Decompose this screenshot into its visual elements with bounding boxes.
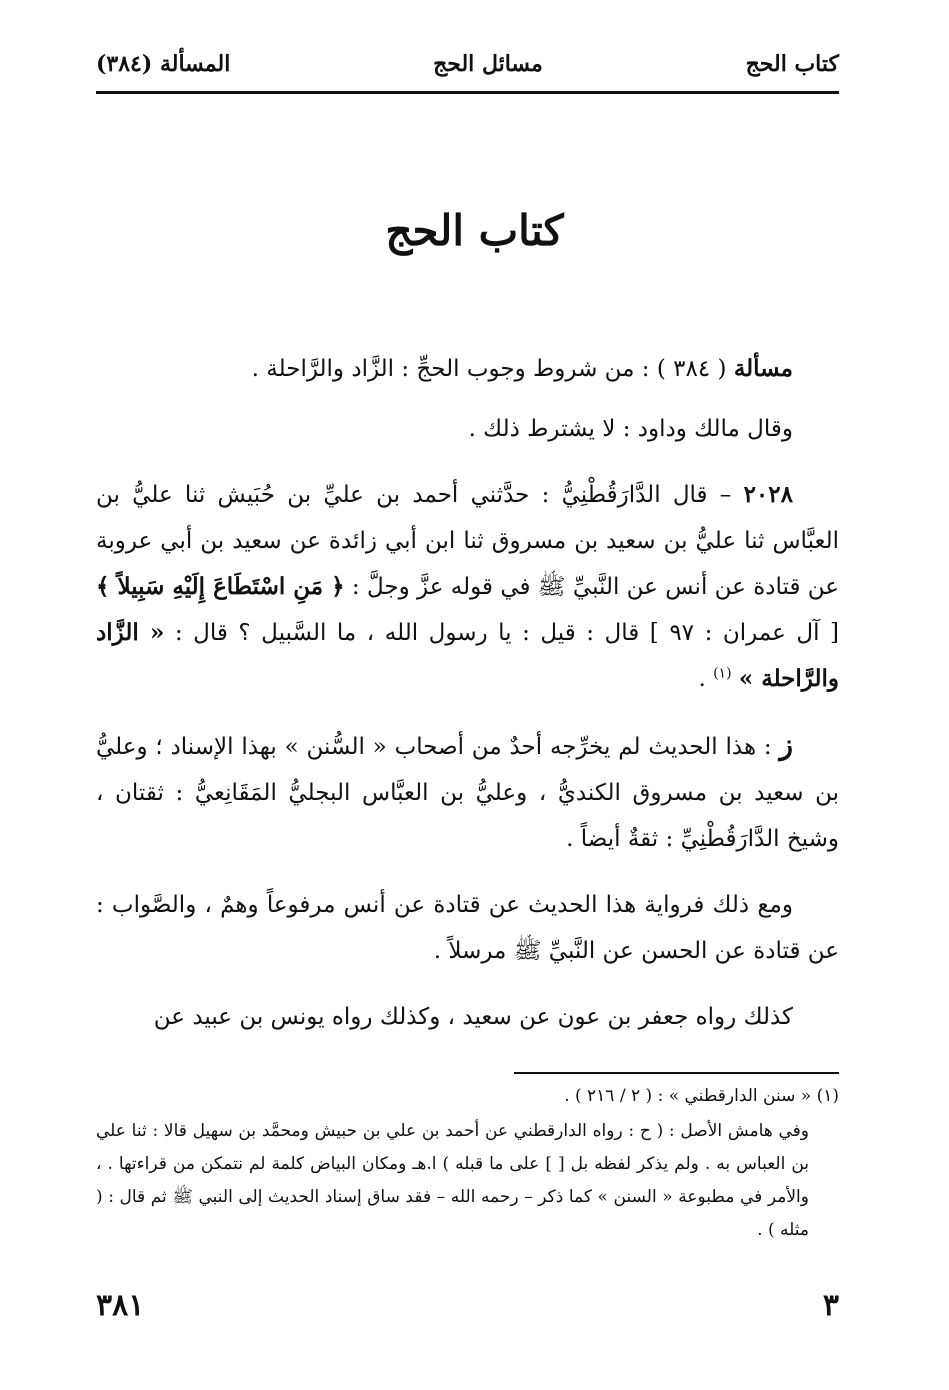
header-book-name: كتاب الحج [745, 51, 839, 77]
header-issue-number: المسألة (٣٨٤) [96, 51, 231, 77]
commentary-paragraph-3: كذلك رواه جعفر بن عون عن سعيد ، وكذلك رواه يونس بن عبيد عن [153, 1004, 793, 1030]
book-title: كتاب الحج [385, 206, 564, 255]
footnote-reference: (١) [713, 665, 732, 682]
running-header [96, 44, 839, 84]
hadith-number: ٢٠٢٨ [743, 481, 793, 508]
page-number-section: ٣ [822, 1288, 839, 1323]
dissent-paragraph: وقال مالك وداود : لا يشترط ذلك . [468, 416, 793, 442]
header-chapter-name: مسائل الحج [433, 51, 543, 77]
quran-verse: ﴿ مَنِ اسْتَطَاعَ إِلَيْهِ سَبِيلاً ﴾ [96, 573, 345, 600]
commentary-text-1: : هذا الحديث لم يخرِّجه أحدٌ من أصحاب « السُّنن » بهذا الإسناد ؛ وعليُّ بن سعيد بن مسروق الكنديُّ ، وعليُّ بن العبَّاس البجليُّ المَقَانِعيُّ : ثقتان ، وشيخ الدَّارَقُطْنِيِّ : ثقةٌ أيضاً . [96, 734, 839, 852]
footnote-1: (١) « سنن الدارقطني » : ( ٢ / ٢١٦ ) . [564, 1086, 839, 1106]
masala-paragraph [96, 346, 839, 392]
masala-statement: ( ٣٨٤ ) : من شروط وجوب الحجِّ : الزَّاد والرَّاحلة . [251, 356, 734, 382]
footnotes [96, 1080, 839, 1247]
footnote-rule [514, 1072, 839, 1074]
commentary-paragraph-1 [96, 722, 839, 862]
main-text [96, 346, 839, 1060]
hadith-answer: « الزَّاد والرَّاحلة » [96, 619, 839, 692]
hadith-question: [ آل عمران : ٩٧ ] قال : قيل : يا رسول الله ، ما السَّبيل ؟ قال : [164, 620, 839, 646]
commentary-paragraph-2: ومع ذلك فرواية هذا الحديث عن قتادة عن أنس مرفوعاً وهمٌ ، والصَّواب : عن قتادة عن الحسن عن النَّبيِّ ﷺ مرسلاً . [96, 892, 839, 964]
hadith-isnad: – قال الدَّارَقُطْنِيُّ : حدَّثني أحمد بن عليِّ بن حُبَيش ثنا عليُّ بن العبَّاس ثنا عليُّ بن سعيد بن مسروق ثنا ابن أبي زائدة عن سعيد بن أبي عروبة عن قتادة عن أنس عن النَّبيِّ ﷺ في قوله عزَّ وجلَّ : [96, 482, 839, 600]
hadith-paragraph [96, 472, 839, 702]
header-rule [96, 91, 839, 94]
hadith-end: . [698, 666, 714, 692]
footnote-note: وفي هامش الأصل : ( ح : رواه الدارقطني عن أحمد بن علي بن حبيش ومحمَّد بن سهيل قالا : ثنا علي بن العباس به . ولم يذكر لفظه بل [ ] على ما قبله ) ا.هـ ومكان البياض كلمة لم نتمكن من قراءتها . ، والأمر في مطبوعة « السنن » كما ذكر – رحمه الله – فقد ساق إسناد الحديث إلى النبي ﷺ ثم قال : ( مثله ) . [96, 1121, 809, 1240]
commentary-mark: ز [779, 728, 793, 761]
masala-label: مسألة [733, 355, 793, 382]
page-number: ٣٨١ [96, 1288, 145, 1323]
